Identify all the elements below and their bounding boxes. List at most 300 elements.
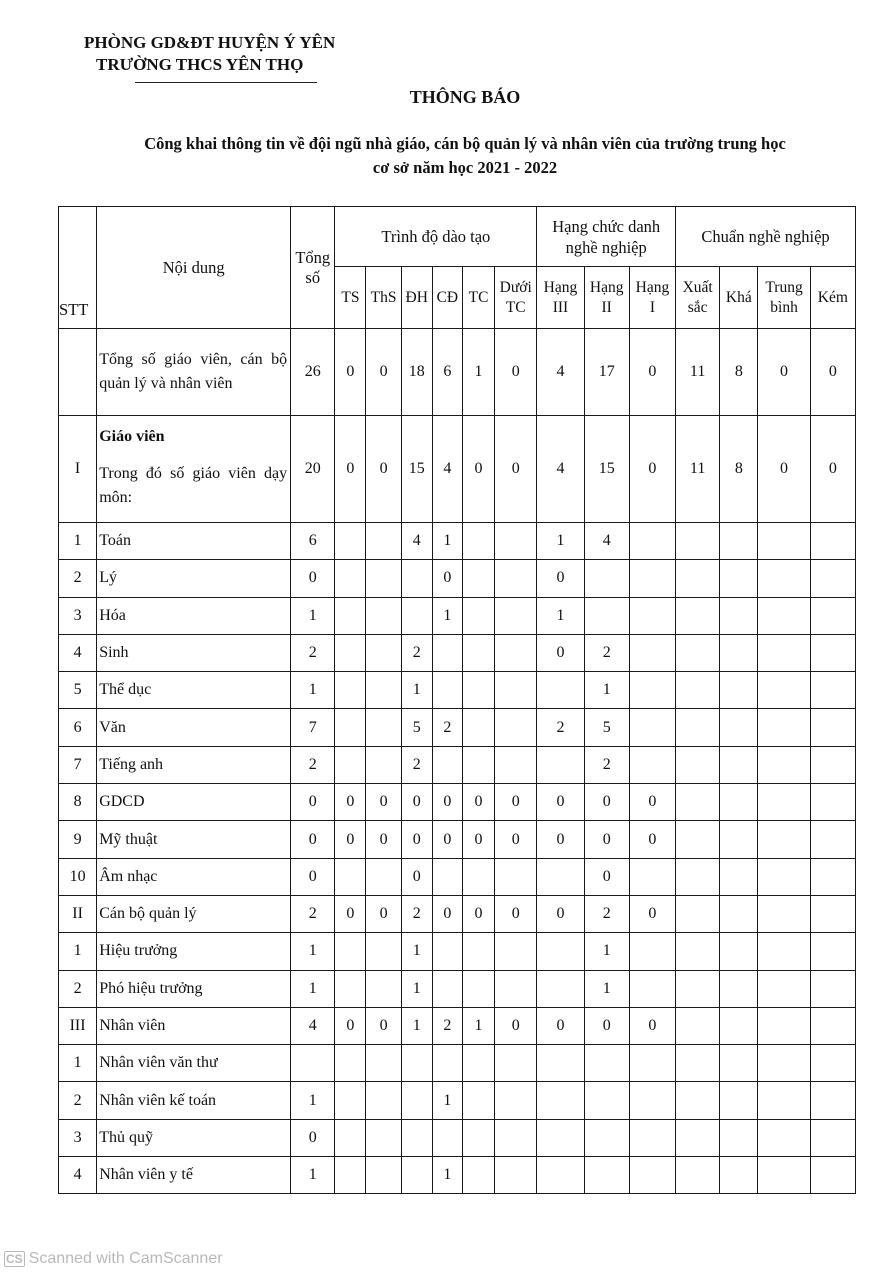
row-value: [495, 560, 537, 597]
row-value: [629, 560, 675, 597]
row-stt: 9: [59, 821, 97, 858]
row-value: [366, 709, 401, 746]
row-stt: III: [59, 1007, 97, 1044]
row-value: [366, 746, 401, 783]
row-value: [537, 746, 584, 783]
header-average-l1: Trung: [765, 278, 803, 296]
org-school: TRƯỜNG THCS YÊN THỌ: [96, 55, 304, 74]
row-value: [758, 970, 810, 1007]
row-value: 5: [401, 709, 432, 746]
row-value: 0: [335, 895, 366, 932]
row-value: [462, 672, 494, 709]
subtitle-line-2: cơ sở năm học 2021 - 2022: [372, 158, 558, 177]
table-row: [59, 895, 856, 932]
organization-header: [84, 32, 335, 76]
row-value: 1: [462, 1007, 494, 1044]
row-value: 1: [401, 672, 432, 709]
row-value: 0: [537, 784, 584, 821]
row-value: [462, 523, 494, 560]
row-value: [584, 597, 629, 634]
row-content: GDCD: [97, 784, 291, 821]
row-value: 0: [462, 784, 494, 821]
row-value: [462, 933, 494, 970]
row-value: [401, 1082, 432, 1119]
row-value: [810, 709, 855, 746]
row-value: [720, 709, 758, 746]
row-value: 0: [335, 821, 366, 858]
row-content: Âm nhạc: [97, 858, 291, 895]
row-value: [676, 970, 720, 1007]
header-total: [291, 207, 335, 329]
row-value: 0: [584, 1007, 629, 1044]
row-value: [432, 672, 462, 709]
row-value: [758, 709, 810, 746]
teacher-value: 15: [401, 416, 432, 523]
row-value: [537, 1119, 584, 1156]
row-value: [495, 634, 537, 671]
row-content: Thể dục: [97, 672, 291, 709]
row-value: [810, 1082, 855, 1119]
teacher-value: 0: [810, 416, 855, 523]
row-stt: 2: [59, 560, 97, 597]
row-value: [401, 1119, 432, 1156]
row-value: [366, 1082, 401, 1119]
row-value: [335, 560, 366, 597]
row-value: 0: [584, 858, 629, 895]
teacher-value: 0: [462, 416, 494, 523]
row-stt: 1: [59, 933, 97, 970]
header-average-l2: bình: [770, 298, 798, 316]
row-value: [758, 895, 810, 932]
row-value: 0: [584, 821, 629, 858]
row-value: [629, 1082, 675, 1119]
row-value: [758, 1007, 810, 1044]
row-value: 0: [629, 784, 675, 821]
row-value: 7: [291, 709, 335, 746]
header-rank-1: [629, 267, 675, 329]
row-value: 1: [584, 970, 629, 1007]
row-value: [432, 933, 462, 970]
row-value: [758, 746, 810, 783]
teacher-value: 4: [537, 416, 584, 523]
row-value: [629, 597, 675, 634]
row-value: [758, 858, 810, 895]
row-value: [758, 784, 810, 821]
camscanner-watermark: [4, 1250, 223, 1268]
row-value: [366, 1045, 401, 1082]
row-value: 0: [495, 821, 537, 858]
table-row: [59, 597, 856, 634]
row-content: Lý: [97, 560, 291, 597]
row-value: [720, 1157, 758, 1194]
row-value: [335, 523, 366, 560]
row-value: [462, 746, 494, 783]
table-row: [59, 672, 856, 709]
row-value: 0: [432, 560, 462, 597]
row-value: [720, 821, 758, 858]
row-value: [432, 1045, 462, 1082]
summary-value: 17: [584, 329, 629, 416]
row-value: 1: [584, 672, 629, 709]
row-value: 2: [432, 1007, 462, 1044]
row-value: [432, 746, 462, 783]
row-content: Văn: [97, 709, 291, 746]
row-value: [676, 1157, 720, 1194]
summary-value: 0: [758, 329, 810, 416]
table-row: [59, 1082, 856, 1119]
summary-value: 4: [537, 329, 584, 416]
row-content: Nhân viên văn thư: [97, 1045, 291, 1082]
row-stt: 6: [59, 709, 97, 746]
row-value: 0: [335, 1007, 366, 1044]
header-rank-line1: Hạng chức danh: [552, 216, 661, 236]
row-value: [537, 1082, 584, 1119]
row-value: [720, 634, 758, 671]
row-value: [810, 1157, 855, 1194]
row-value: 0: [401, 858, 432, 895]
row-value: 0: [291, 784, 335, 821]
row-value: [629, 1157, 675, 1194]
row-stt: 5: [59, 672, 97, 709]
row-value: 0: [401, 821, 432, 858]
teacher-value: 11: [676, 416, 720, 523]
row-value: [676, 1045, 720, 1082]
row-value: 0: [291, 560, 335, 597]
row-value: 0: [291, 858, 335, 895]
row-value: 0: [366, 821, 401, 858]
summary-content: [97, 329, 291, 416]
row-value: 0: [495, 1007, 537, 1044]
document-title: THÔNG BÁO: [409, 87, 521, 107]
row-value: 1: [537, 523, 584, 560]
row-value: [432, 1119, 462, 1156]
row-value: [462, 1045, 494, 1082]
teacher-row: [59, 416, 856, 523]
table-row: [59, 858, 856, 895]
row-value: [676, 1119, 720, 1156]
row-value: [720, 1119, 758, 1156]
row-value: 0: [629, 895, 675, 932]
row-value: [432, 634, 462, 671]
header-average: [758, 267, 810, 329]
row-content: Nhân viên: [97, 1007, 291, 1044]
row-value: [462, 1119, 494, 1156]
table-row: [59, 709, 856, 746]
row-content: Thủ quỹ: [97, 1119, 291, 1156]
row-content: Nhân viên y tế: [97, 1157, 291, 1194]
row-value: [676, 784, 720, 821]
header-rank-3-l2: III: [552, 298, 569, 316]
row-value: [629, 970, 675, 1007]
row-value: [676, 634, 720, 671]
row-value: [810, 746, 855, 783]
summary-value: 0: [335, 329, 366, 416]
row-value: [810, 1119, 855, 1156]
row-value: [366, 970, 401, 1007]
header-rank-2-l2: II: [601, 298, 612, 316]
camscanner-logo-icon: CS: [6, 1252, 23, 1266]
row-stt: 2: [59, 970, 97, 1007]
row-value: [629, 672, 675, 709]
row-stt: 3: [59, 597, 97, 634]
row-value: [335, 634, 366, 671]
row-stt: 7: [59, 746, 97, 783]
row-value: 4: [401, 523, 432, 560]
header-excellent-l2: sắc: [687, 298, 708, 316]
row-value: 1: [401, 933, 432, 970]
row-value: [537, 933, 584, 970]
teacher-content-sub: Trong đó số giáo viên dạy môn:: [99, 465, 288, 506]
row-value: 4: [584, 523, 629, 560]
row-value: 2: [584, 746, 629, 783]
row-value: 0: [495, 784, 537, 821]
header-rank-line2: nghề nghiệp: [565, 237, 647, 257]
row-value: [810, 821, 855, 858]
row-value: 1: [432, 1082, 462, 1119]
row-value: [462, 970, 494, 1007]
row-value: 0: [495, 895, 537, 932]
table-row: [59, 821, 856, 858]
row-value: [676, 672, 720, 709]
row-content: Phó hiệu trưởng: [97, 970, 291, 1007]
row-value: 2: [584, 895, 629, 932]
row-value: 0: [537, 895, 584, 932]
row-value: [366, 597, 401, 634]
row-value: [584, 1119, 629, 1156]
teacher-value: 0: [366, 416, 401, 523]
row-value: [366, 858, 401, 895]
row-value: [720, 1082, 758, 1119]
teacher-value: 0: [335, 416, 366, 523]
row-value: 1: [401, 1007, 432, 1044]
teacher-value: 4: [432, 416, 462, 523]
header-content: Nội dung: [97, 207, 291, 329]
header-rank-3: [537, 267, 584, 329]
row-value: 2: [291, 746, 335, 783]
row-value: [495, 1119, 537, 1156]
row-content: Nhân viên kế toán: [97, 1082, 291, 1119]
row-value: [758, 1119, 810, 1156]
row-content: Hiệu trưởng: [97, 933, 291, 970]
row-value: [495, 1082, 537, 1119]
row-value: [720, 560, 758, 597]
row-value: [291, 1045, 335, 1082]
row-value: [335, 858, 366, 895]
row-value: [401, 560, 432, 597]
row-value: 0: [537, 634, 584, 671]
row-value: [676, 597, 720, 634]
header-ts: TS: [335, 267, 366, 329]
row-value: [335, 597, 366, 634]
summary-value: 0: [629, 329, 675, 416]
row-value: [758, 1045, 810, 1082]
row-value: [676, 895, 720, 932]
row-value: [366, 634, 401, 671]
header-below-tc-l1: Dưới: [499, 278, 532, 296]
row-value: [584, 560, 629, 597]
row-value: [629, 746, 675, 783]
summary-value: 0: [366, 329, 401, 416]
row-stt: 10: [59, 858, 97, 895]
row-value: [720, 672, 758, 709]
teacher-content: [97, 416, 291, 523]
row-value: 1: [432, 1157, 462, 1194]
row-value: [629, 1045, 675, 1082]
row-value: [720, 597, 758, 634]
row-value: [676, 560, 720, 597]
row-value: [537, 672, 584, 709]
row-value: [366, 560, 401, 597]
row-value: [758, 933, 810, 970]
header-good: Khá: [720, 267, 758, 329]
row-value: [537, 970, 584, 1007]
summary-value: 1: [462, 329, 494, 416]
teacher-content-title: Giáo viên: [99, 428, 165, 445]
row-value: [462, 1082, 494, 1119]
row-value: [401, 1157, 432, 1194]
row-value: 0: [291, 1119, 335, 1156]
row-value: [432, 970, 462, 1007]
header-row-top: [59, 207, 856, 267]
row-value: [810, 1045, 855, 1082]
table-row: [59, 1045, 856, 1082]
row-stt: II: [59, 895, 97, 932]
row-value: [758, 821, 810, 858]
row-value: [810, 560, 855, 597]
row-value: [335, 1119, 366, 1156]
row-value: [720, 1045, 758, 1082]
teacher-value: 20: [291, 416, 335, 523]
teacher-value: 0: [495, 416, 537, 523]
row-value: [366, 933, 401, 970]
row-value: [810, 672, 855, 709]
teacher-value: 8: [720, 416, 758, 523]
summary-value: 8: [720, 329, 758, 416]
row-value: [676, 746, 720, 783]
teacher-stt: I: [59, 416, 97, 523]
row-value: [462, 709, 494, 746]
row-value: 0: [432, 821, 462, 858]
table-row: [59, 1157, 856, 1194]
header-stt: STT: [59, 207, 97, 329]
header-rank-1-l1: Hạng: [635, 278, 670, 296]
row-value: 1: [401, 970, 432, 1007]
header-poor: Kém: [810, 267, 855, 329]
summary-value: 6: [432, 329, 462, 416]
row-value: [335, 1082, 366, 1119]
row-value: [366, 1157, 401, 1194]
header-total-line2: số: [305, 267, 321, 287]
row-value: [462, 1157, 494, 1194]
row-value: [495, 523, 537, 560]
row-value: 1: [537, 597, 584, 634]
row-content: Toán: [97, 523, 291, 560]
summary-content-text: Tổng số giáo viên, cán bộ quản lý và nhân viên: [99, 351, 288, 392]
row-value: [335, 933, 366, 970]
row-value: 2: [291, 634, 335, 671]
header-below-tc-l2: TC: [505, 298, 526, 316]
org-department: PHÒNG GD&ĐT HUYỆN Ý YÊN: [84, 33, 336, 52]
summary-stt: [59, 329, 97, 416]
row-value: 2: [401, 895, 432, 932]
row-value: [720, 895, 758, 932]
row-value: 1: [432, 597, 462, 634]
row-value: [584, 1045, 629, 1082]
header-total-line1: Tổng: [295, 247, 331, 267]
row-value: [720, 970, 758, 1007]
row-value: [758, 1082, 810, 1119]
summary-value: 0: [810, 329, 855, 416]
row-value: [676, 858, 720, 895]
row-value: 1: [291, 933, 335, 970]
row-value: 0: [401, 784, 432, 821]
row-value: [335, 746, 366, 783]
row-value: [401, 597, 432, 634]
summary-value: 18: [401, 329, 432, 416]
row-value: 1: [432, 523, 462, 560]
row-stt: 4: [59, 634, 97, 671]
row-value: [758, 560, 810, 597]
row-value: [462, 858, 494, 895]
row-value: 1: [291, 1157, 335, 1194]
header-ths: ThS: [366, 267, 401, 329]
row-stt: 3: [59, 1119, 97, 1156]
row-value: 0: [537, 821, 584, 858]
row-value: [366, 523, 401, 560]
row-value: [335, 672, 366, 709]
row-stt: 1: [59, 523, 97, 560]
row-value: [537, 1157, 584, 1194]
row-value: 0: [584, 784, 629, 821]
row-value: [758, 597, 810, 634]
row-value: 0: [335, 784, 366, 821]
row-value: [366, 672, 401, 709]
row-value: [676, 821, 720, 858]
row-value: [676, 1007, 720, 1044]
table-row: [59, 746, 856, 783]
row-value: [720, 784, 758, 821]
row-value: [495, 1045, 537, 1082]
row-stt: 4: [59, 1157, 97, 1194]
row-value: [629, 933, 675, 970]
row-value: 2: [584, 634, 629, 671]
row-value: 1: [291, 597, 335, 634]
row-value: 2: [401, 746, 432, 783]
row-value: [335, 970, 366, 1007]
row-value: [495, 672, 537, 709]
header-rank-2-l1: Hạng: [589, 278, 624, 296]
row-value: 1: [291, 1082, 335, 1119]
row-value: [495, 597, 537, 634]
row-value: [335, 1045, 366, 1082]
row-value: [810, 784, 855, 821]
row-value: 5: [584, 709, 629, 746]
row-value: [810, 1007, 855, 1044]
header-cd: CĐ: [432, 267, 462, 329]
table-row: [59, 933, 856, 970]
header-training: Trình độ dào tạo: [335, 207, 537, 267]
row-value: 0: [366, 895, 401, 932]
staff-table: [58, 206, 856, 1194]
table-row: [59, 970, 856, 1007]
row-value: [537, 1045, 584, 1082]
row-value: [676, 523, 720, 560]
row-value: 0: [432, 895, 462, 932]
header-rank-3-l1: Hạng: [543, 278, 578, 296]
row-value: 2: [291, 895, 335, 932]
row-value: [462, 597, 494, 634]
row-value: [462, 560, 494, 597]
